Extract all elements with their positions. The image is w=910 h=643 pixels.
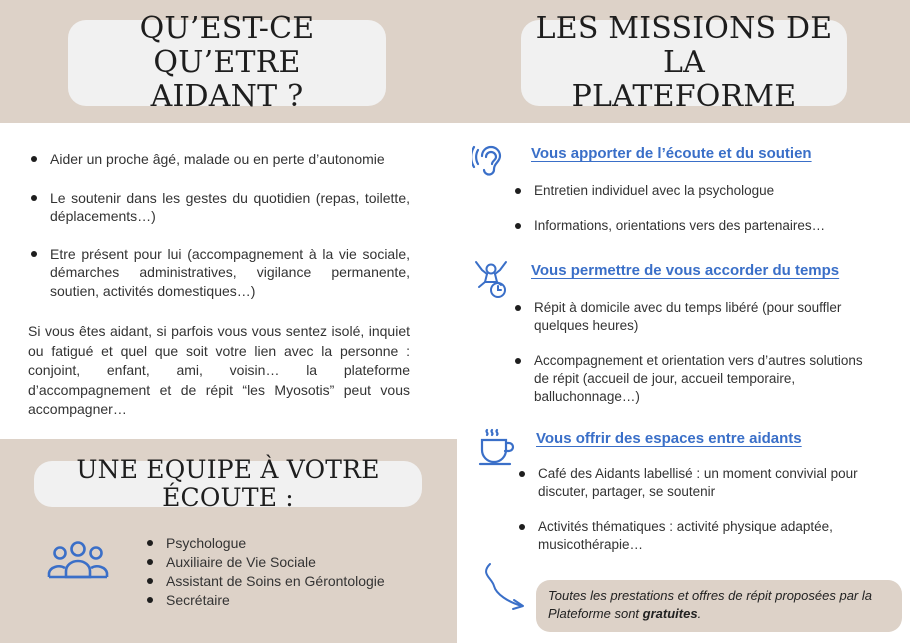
aidant-heading-line1: QU’EST-CE QU’ETRE (139, 11, 315, 80)
list-item: Aider un proche âgé, malade ou en perte d’autonomie (28, 150, 410, 169)
aidant-heading-line2: AIDANT ? (150, 79, 304, 114)
missions-heading-line2: PLATEFORME (571, 79, 797, 114)
aidant-paragraph: Si vous êtes aidant, si parfois vous vous sentez isolé, inquiet ou fatigué et quel que soit votre lien avec la personne : conjoint, enfant, ami, voisin… la plateforme d’accompagnement et de répit “les Myosotis” peut vous accompagner… (28, 323, 410, 417)
team-member-list (144, 534, 444, 610)
missions-heading-line1: LES MISSIONS DE LA (535, 11, 833, 80)
list-item: Entretien individuel avec la psychologue (512, 182, 872, 200)
missions-heading (521, 11, 847, 114)
list-item: Activités thématiques : activité physique adaptée, musicothérapie… (516, 518, 876, 554)
curved-arrow-icon (476, 560, 532, 614)
list-item: Accompagnement et orientation vers d’autres solutions de répit (accueil de jour, accueil temporaire, balluchonnage…) (512, 352, 872, 406)
mission-2-list (512, 299, 872, 423)
list-item: Assistant de Soins en Gérontologie (144, 572, 444, 591)
team-heading-text: UNE EQUIPE À VOTRE ÉCOUTE : (76, 455, 380, 512)
mission-3-title: Vous offrir des espaces entre aidants (536, 430, 802, 447)
free-services-note (536, 580, 902, 632)
ear-icon (472, 140, 508, 180)
list-item: Café des Aidants labellisé : un moment convivial pour discuter, partager, se soutenir (516, 465, 876, 501)
mission-1-list (512, 182, 872, 252)
list-item: Psychologue (144, 534, 444, 553)
list-item: Auxiliaire de Vie Sociale (144, 553, 444, 572)
list-item: Etre présent pour lui (accompagnement à la vie sociale, démarches administratives, vigilance permanente, soutien, activités domestiques…) (28, 245, 410, 301)
relax-clock-icon (472, 258, 510, 300)
list-item: Répit à domicile avec du temps libéré (pour souffler quelques heures) (512, 299, 872, 335)
aidant-bullet-list (28, 150, 410, 320)
aidant-heading (68, 11, 386, 114)
list-item: Secrétaire (144, 591, 444, 610)
coffee-cup-icon (478, 428, 518, 468)
list-item: Le soutenir dans les gestes du quotidien (repas, toilette, déplacements…) (28, 189, 410, 226)
note-end: . (697, 606, 702, 621)
list-item: Informations, orientations vers des partenaires… (512, 217, 872, 235)
mission-1-title: Vous apporter de l’écoute et du soutien (531, 145, 812, 162)
group-icon (46, 540, 110, 580)
note-bold: gratuites (642, 606, 698, 621)
team-heading (34, 455, 422, 512)
mission-3-list (516, 465, 876, 571)
note-text: Toutes les prestations et offres de répit proposées par la Plateforme sont (548, 588, 872, 621)
mission-2-title: Vous permettre de vous accorder du temps (531, 262, 840, 279)
